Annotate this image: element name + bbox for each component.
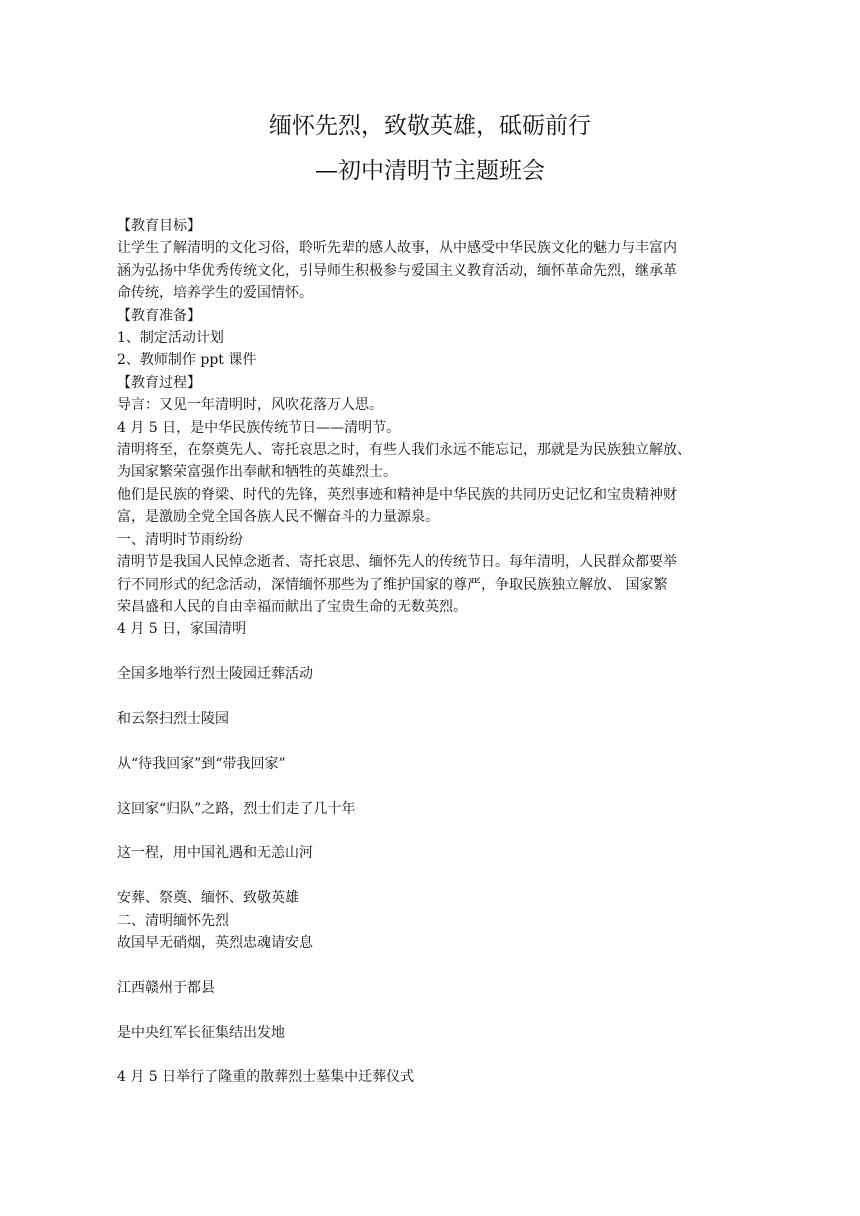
paragraph-line: 4 月 5 日举行了隆重的散葬烈士墓集中迁葬仪式 [117,1069,415,1086]
paragraph-line: 是中央红军长征集结出发地 [117,1024,285,1041]
paragraph-line: 清明将至，在祭奠先人、寄托哀思之时，有些人我们永远不能忘记，那就是为民族独立解放、 [117,442,691,459]
document-title: 缅怀先烈，致敬英雄，砥砺前行 [269,113,591,139]
paragraph-line: 和云祭扫烈士陵园 [117,710,229,727]
paragraph-line: 江西赣州于都县 [117,979,215,996]
section-heading-process: 【教育过程】 [117,374,201,391]
paragraph-line: 他们是民族的脊梁、时代的先锋，英烈事迹和精神是中华民族的共同历史记忆和宝贵精神财 [117,486,677,503]
blank-line [117,730,743,752]
paragraph-line: 全国多地举行烈士陵园迁葬活动 [117,666,313,683]
paragraph-line: 故国早无硝烟，英烈忠魂请安息 [117,934,313,951]
paragraph-line: 导言：又见一年清明时，风吹花落万人思。 [117,397,383,414]
blank-line [117,820,743,842]
section-heading-goals: 【教育目标】 [117,218,201,234]
list-item: 1、制定活动计划 [117,330,224,347]
section-heading-preparation: 【教育准备】 [117,307,201,324]
paragraph-line: 命传统，培养学生的爱国情怀。 [117,285,313,302]
paragraph-line: 荣昌盛和人民的自由幸福而献出了宝贵生命的无数英烈。 [117,598,467,615]
paragraph-line: 4 月 5 日，家国清明 [117,621,247,638]
document-body [117,215,743,1089]
blank-line [117,686,743,708]
paragraph-line: 4 月 5 日，是中华民族传统节日——清明节。 [117,419,401,436]
section-heading-two: 二、清明缅怀先烈 [117,912,229,929]
paragraph-line: 富，是激励全党全国各族人民不懈奋斗的力量源泉。 [117,509,439,526]
blank-line [117,865,743,887]
blank-line [117,954,743,976]
paragraph-line: 涵为弘扬中华优秀传统文化，引导师生积极参与爱国主义教育活动，缅怀革命先烈，继承革 [117,262,677,279]
list-item: 2、教师制作 ppt 课件 [117,352,257,369]
blank-line [117,641,743,663]
paragraph-line: 清明节是我国人民悼念逝者、寄托哀思、缅怀先人的传统节日。每年清明，人民群众都要举 [117,554,677,571]
paragraph-line: 行不同形式的纪念活动，深情缅怀那些为了维护国家的尊严，争取民族独立解放、 国家繁 [117,576,668,593]
blank-line [117,775,743,797]
paragraph-line: 安葬、祭奠、缅怀、致敬英雄 [117,890,299,907]
section-heading-one: 一、清明时节雨纷纷 [117,531,243,548]
paragraph-line: 这回家“归队”之路，烈士们走了几十年 [117,800,356,817]
blank-line [117,1044,743,1066]
paragraph-line: 从“待我回家”到“带我回家” [117,755,286,772]
paragraph-line: 这一程，用中国礼遇和无恙山河 [117,845,313,862]
document-subtitle: —初中清明节主题班会 [315,158,545,184]
blank-line [117,999,743,1021]
paragraph-line: 让学生了解清明的文化习俗，聆听先辈的感人故事，从中感受中华民族文化的魅力与丰富内 [117,240,677,257]
paragraph-line: 为国家繁荣富强作出奉献和牺牲的英雄烈士。 [117,464,397,481]
